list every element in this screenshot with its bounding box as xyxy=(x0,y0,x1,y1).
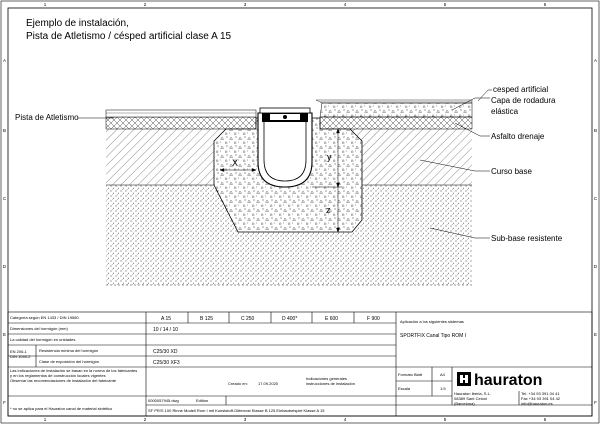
drainage-channel xyxy=(258,113,312,187)
artificial-grass-layer xyxy=(316,100,472,103)
tb-product: SPORTFIX Canal Tipo ROM I xyxy=(400,333,467,339)
col-number-top: 2 xyxy=(143,2,147,7)
row-letter-right: B xyxy=(593,128,598,133)
tb-note-3: Observar las recomendaciones de instalación del fabricante xyxy=(10,378,117,383)
tb-company-line-6: (Barcelona) xyxy=(454,401,475,406)
label-drain-asphalt: Asfalto drenaje xyxy=(491,132,545,141)
tb-load-class: A 15 xyxy=(161,316,172,322)
tb-general-note-2: instrucciones de instalación xyxy=(306,381,355,386)
tb-load-class: D 400* xyxy=(282,316,298,322)
tb-quality-row: La calidad del hormigón en unidades xyxy=(10,337,76,342)
label-track: Pista de Atletismo xyxy=(15,113,79,122)
row-letter-right: A xyxy=(593,58,598,63)
row-letter-left: C xyxy=(2,196,7,201)
channel-grating xyxy=(260,108,310,113)
col-number-bottom: 1 xyxy=(43,417,47,422)
tb-edition: Edition xyxy=(196,398,209,403)
col-number-bottom: 6 xyxy=(543,417,547,422)
tb-note-2: y en los reglamentos de construcción locales vigentes xyxy=(10,373,106,378)
drain-asphalt-layer xyxy=(320,117,472,129)
row-letter-left: B xyxy=(2,128,7,133)
row-letter-right: C xyxy=(593,196,598,201)
row-letter-left: D xyxy=(2,264,7,269)
row-letter-left: F xyxy=(3,400,6,405)
row-letter-right: F xyxy=(594,400,597,405)
tb-format-value: A4 xyxy=(440,372,445,377)
label-elastic-layer-1: Capa de rodadura xyxy=(491,96,556,105)
tb-drawing-no: 0000057945.dwg xyxy=(148,398,179,403)
tb-load-class: B 125 xyxy=(200,316,214,322)
col-number-bottom: 3 xyxy=(243,417,247,422)
col-number-top: 3 xyxy=(243,2,247,7)
tb-company-line-5: 08389 Sant Celoni xyxy=(454,396,487,401)
col-number-top: 6 xyxy=(543,2,547,7)
tb-company-line-3: Fax +34 93 391 04 42 xyxy=(521,396,561,401)
tb-scale-value: 1:5 xyxy=(440,386,446,391)
tb-strength-row: Resistencia mínima del hormigón xyxy=(39,348,99,353)
tb-created-label: Creado en: xyxy=(228,381,248,386)
label-elastic-layer-2: elástica xyxy=(491,107,519,116)
tb-note-1: Las indicaciones de instalación se basan en la norma de los fabricantes xyxy=(10,368,138,373)
tb-exposure-row: Clase de exposición del hormigón xyxy=(39,359,100,364)
tb-load-class-header: Categoría según EN 1433 / DIN 19580 xyxy=(10,315,79,320)
col-number-bottom: 2 xyxy=(143,417,147,422)
tb-company-line-1: Hauraton Iberia, S.L. xyxy=(454,391,491,396)
label-subbase: Sub-base resistente xyxy=(491,234,563,243)
col-number-bottom: 4 xyxy=(343,417,347,422)
tb-date: 17.09.2020 xyxy=(258,381,279,386)
cross-section xyxy=(106,100,472,285)
tb-format-label: Formato Blatt xyxy=(398,372,423,377)
dimension-z-label: z xyxy=(326,205,331,215)
tb-norm-label-2: DIN 1045-2 xyxy=(10,354,31,359)
tb-load-class: E 600 xyxy=(325,316,339,322)
tb-application-label: Aplicación a los siguientes sistemas xyxy=(400,319,464,324)
left-asphalt-layer xyxy=(106,117,256,129)
tb-concrete-row: Dimensiones del hormigón (mm) xyxy=(10,326,68,331)
tb-norm-label-1: EN 206-1 xyxy=(10,349,27,354)
row-letter-left: A xyxy=(2,58,7,63)
drawing-title-line-1: Ejemplo de instalación, xyxy=(26,18,129,29)
brand-name: hauraton xyxy=(474,372,543,389)
tb-general-note-1: Indicaciones generales xyxy=(306,376,347,381)
col-number-top: 5 xyxy=(443,2,447,7)
tb-description: SF PR/S 100 Rinne Modell Rom I mit Kunststoff-Gitterrost Klasse B 125 Einbaubeispiel Klasse A 15 xyxy=(148,408,325,413)
dimension-x-label: X xyxy=(232,158,239,168)
row-letter-right: E xyxy=(593,332,598,337)
tb-load-class: F 900 xyxy=(367,316,380,322)
tb-footnote: * no se aplica para el Hauraton canal de material sintético xyxy=(10,406,113,411)
elastic-layer xyxy=(320,103,472,117)
tb-strength-value: C25/30 XD xyxy=(153,349,178,355)
tb-company-line-4: info@hauraton.es xyxy=(521,401,553,406)
row-letter-right: D xyxy=(593,264,598,269)
col-number-top: 1 xyxy=(43,2,47,7)
label-base-course: Curso base xyxy=(491,167,532,176)
drawing-title-line-2: Pista de Atletismo / césped artificial clase A 15 xyxy=(26,31,232,42)
tb-load-class: C 250 xyxy=(241,316,255,322)
tb-scale-label: Escala xyxy=(398,386,411,391)
track-surface xyxy=(106,110,256,117)
col-number-bottom: 5 xyxy=(443,417,447,422)
label-artificial-grass: cesped artificial xyxy=(493,85,549,94)
dimension-y-label: y xyxy=(327,152,332,162)
tb-concrete-values: 10 / 14 / 10 xyxy=(153,327,179,333)
row-letter-left: E xyxy=(2,332,7,337)
col-number-top: 4 xyxy=(343,2,347,7)
tb-exposure-value: C25/30 XF3 xyxy=(153,360,180,366)
tb-company-line-2: Tel. +34 93 391 04 41 xyxy=(521,391,560,396)
